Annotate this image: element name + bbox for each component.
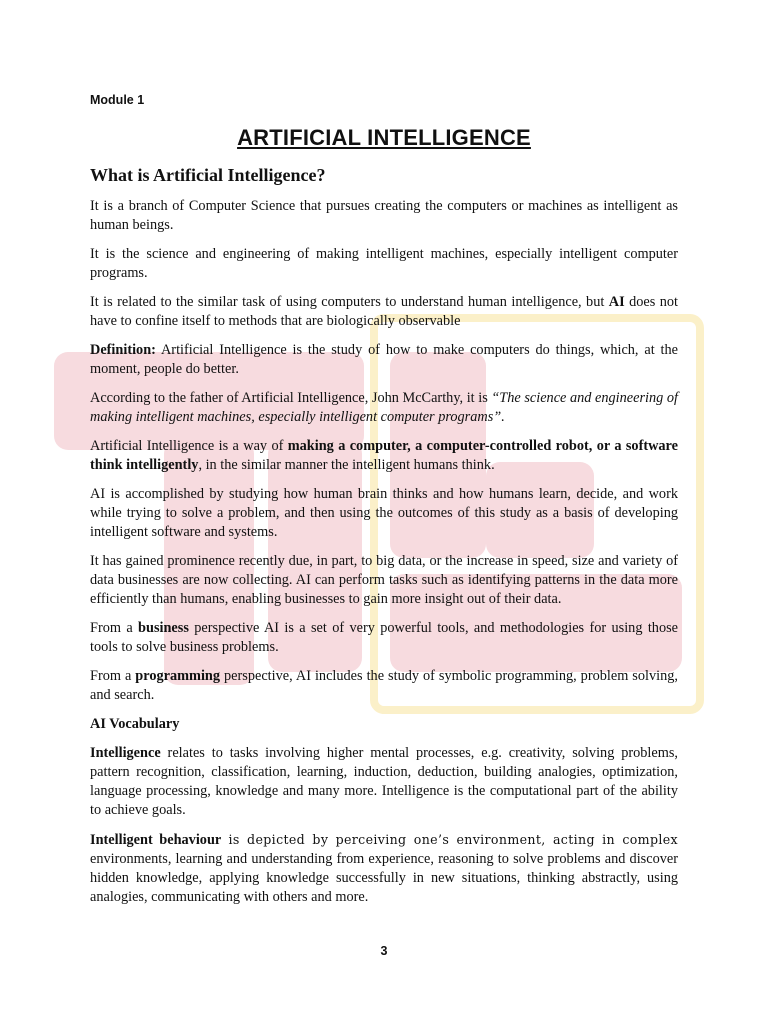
text: Artificial Intelligence is a way of [90,438,288,454]
text: , in the similar manner the intelligent humans think. [198,457,495,473]
text: perspective AI is a set of very powerful tools, and methodologies for using those tools to solve business problems. [90,620,678,655]
text: perspective, AI includes the study of symbolic programming, problem solving, and search. [90,668,678,703]
page-number: 3 [380,944,388,958]
bold-term: business [138,620,189,636]
paragraph: It is a branch of Computer Science that pursues creating the computers or machines as intelligent as human beings. [90,198,678,233]
paragraph: It has gained prominence recently due, in part, to big data, or the increase in speed, size and variety of data businesses are now collecting. AI can perform tasks such as identifying patterns in the data more efficiently than humans, enabling businesses to gain more insight out of their data. [90,553,678,607]
section-heading: What is Artificial Intelligence? [90,165,326,185]
paragraph [90,667,678,705]
text: From a [90,668,136,684]
definition-paragraph [90,341,678,379]
paragraph [90,293,678,331]
text: is depicted by perceiving one’s environment, acting in complex [221,832,679,847]
paragraph [90,619,678,657]
text: It is related to the similar task of using computers to understand human intelligence, but [90,294,609,310]
document-body [90,88,678,917]
text: From a [90,620,139,636]
text: relates to tasks involving higher mental processes, e.g. creativity, solving problems, pattern recognition, classification, learning, induction, deduction, building analogies, optimization, language processing, knowledge and many more. Intelligence is the computational part of the ability to achieve goals. [90,745,678,818]
bold-term: Definition: [90,342,156,358]
text: Artificial Intelligence is the study of how to make computers do things, which, at the moment, people do better. [90,342,678,377]
paragraph [90,437,678,475]
subheading: AI Vocabulary [90,716,180,732]
paragraph: AI is accomplished by studying how human brain thinks and how humans learn, decide, and work while trying to solve a problem, and then using the outcomes of this study as a basis of developing intelligent software and systems. [90,486,678,540]
quote: “The science and engineering of making intelligent machines, especially intelligent computer programs”. [90,390,678,425]
text: According to the father of Artificial Intelligence, John McCarthy, it is [90,390,492,406]
bold-term: Intelligent behaviour [90,832,222,848]
document-title: ARTIFICIAL INTELLIGENCE [237,125,531,150]
bold-term: programming [135,668,221,684]
bold-phrase: making a computer, a computer-controlled robot, or a software think intelligently [90,438,678,473]
paragraph [90,744,678,820]
bold-term: Intelligence [90,745,161,761]
text: environments, learning and understanding from experience, reasoning to solve problems and discover hidden knowledge, applying knowledge successfully in new situations, thinking abstractly, using analogies, communicating with others and more. [90,851,678,905]
paragraph [90,830,678,907]
paragraph [90,389,678,427]
text: does not have to confine itself to methods that are biologically observable [90,294,679,329]
module-label: Module 1 [90,93,145,107]
bold-term: AI [608,294,625,310]
paragraph: It is the science and engineering of making intelligent machines, especially intelligent computer programs. [90,246,678,281]
